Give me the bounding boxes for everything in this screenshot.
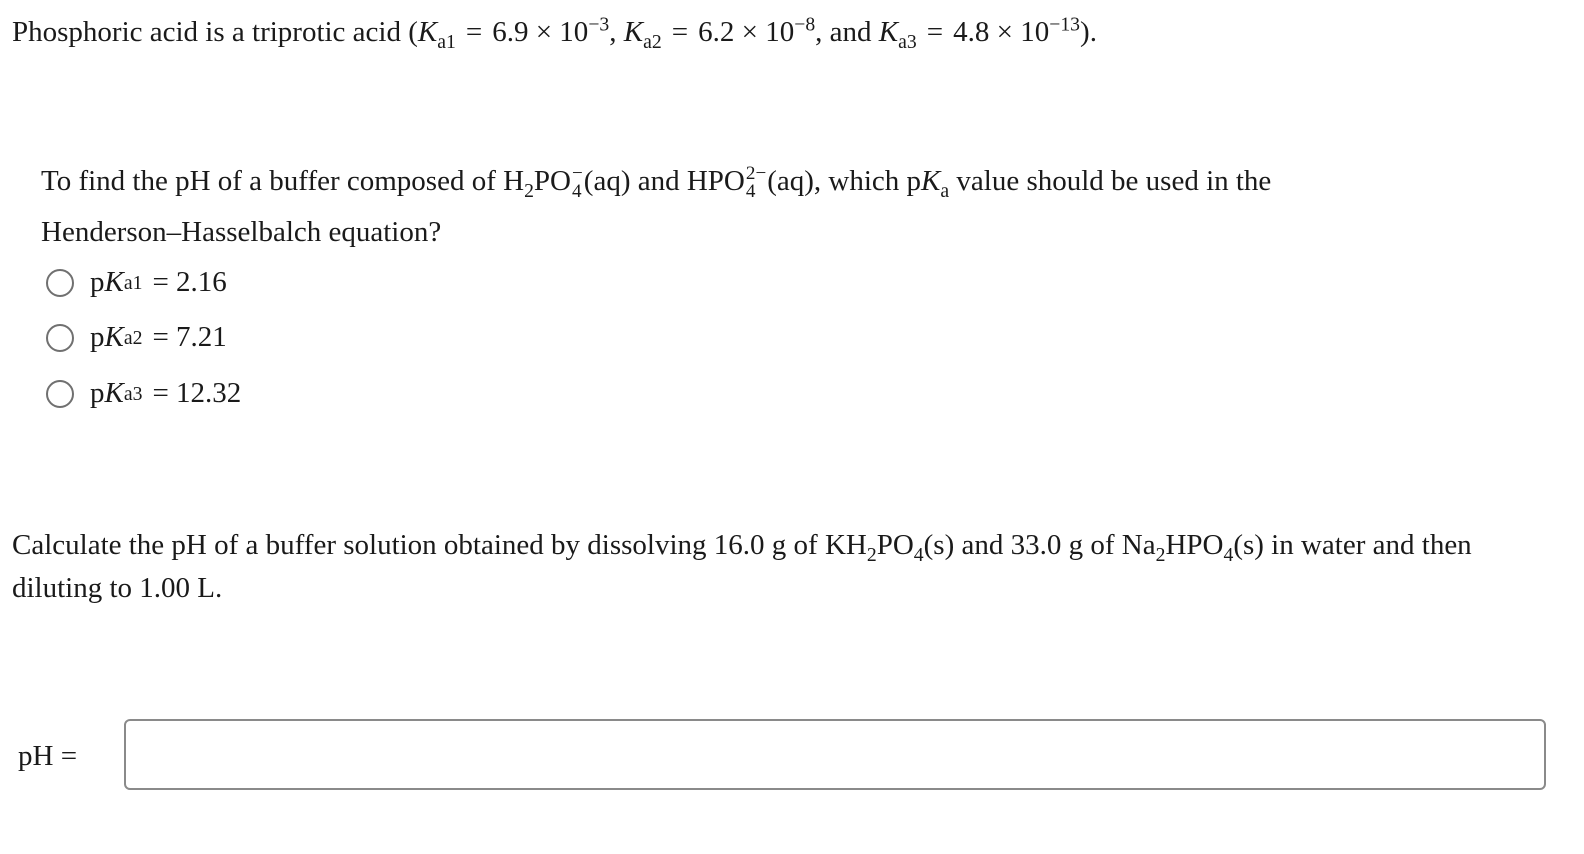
hpo4-charge: 2− <box>745 163 767 185</box>
na2hpo4-hpo: HPO <box>1165 529 1224 561</box>
kh2po4-po: PO <box>876 529 914 561</box>
ka1-symbol: K <box>417 16 438 48</box>
option-pka1-p: p <box>90 266 105 298</box>
h2po4-charge-index <box>572 165 583 201</box>
option-pka1[interactable]: p K a1 = 2.16 <box>46 266 227 299</box>
option-pka3-k: K <box>104 377 124 409</box>
intro-suffix: ). <box>1080 16 1097 48</box>
hpo4-subscript-4: 4 <box>745 181 756 203</box>
radio-button-pka1[interactable] <box>46 269 74 297</box>
option-pka1-k: K <box>104 266 124 298</box>
q2-unit-1: g <box>771 529 787 561</box>
option-pka3[interactable]: p K a3 = 12.32 <box>46 377 241 410</box>
q2-text-d: of Na <box>1083 529 1156 561</box>
q2-text-b: of KH <box>786 529 867 561</box>
question-2-text-line-2: diluting to 1.00 L. <box>12 572 223 604</box>
q2-unit-2: g <box>1068 529 1084 561</box>
na2hpo4-subscript-2: 2 <box>1155 543 1166 566</box>
pka-subscript: a <box>940 179 950 202</box>
ka1-value: 6.9 × 10 <box>492 16 589 48</box>
q2-text-c: (s) and 33.0 <box>923 529 1069 561</box>
hpo4-charge-index <box>746 165 766 201</box>
intro-text: Phosphoric acid is a triprotic acid ($K_{a1} = 6.9 \times 10^{-3}$, $K_{a2} = 6.2 \times 10^{-8}$, and $K_{a3} = 4.8 \times 10^{-13}$). <box>12 13 1097 53</box>
h2po4-subscript-4: 4 <box>572 181 582 203</box>
ka1-exponent: −3 <box>588 13 610 36</box>
ph-label: pH = <box>18 740 78 772</box>
ka2-exponent: −8 <box>794 13 816 36</box>
ka1-subscript: a1 <box>437 30 456 53</box>
question-1-text-line-2: Henderson–Hasselbalch equation? <box>41 216 442 248</box>
intro-separator-2: , and <box>815 16 879 48</box>
ka2-symbol: K <box>623 16 644 48</box>
kh2po4-subscript-4: 4 <box>913 543 924 566</box>
radio-button-pka3[interactable] <box>46 380 74 408</box>
option-pka1-value: = 2.16 <box>152 266 227 298</box>
q2-text-a: Calculate the pH of a buffer solution obtained by dissolving 16.0 <box>12 529 772 561</box>
question-2-text <box>12 529 1472 566</box>
intro-separator-1: , <box>609 16 624 48</box>
ka3-value: 4.8 × 10 <box>953 16 1050 48</box>
h2po4-po: PO <box>533 165 571 197</box>
ka3-subscript: a3 <box>898 30 917 53</box>
q2-text-e: (s) in water and then <box>1233 529 1472 561</box>
pka-symbol: K <box>921 165 941 197</box>
option-pka2-value: = 7.21 <box>152 321 227 353</box>
option-pka3-value: = 12.32 <box>152 377 242 409</box>
option-pka2-k: K <box>104 321 124 353</box>
ka3-exponent: −13 <box>1049 13 1081 36</box>
h2po4-charge: − <box>572 163 583 185</box>
option-pka2[interactable]: p K a2 = 7.21 <box>46 321 227 354</box>
radio-button-pka2[interactable] <box>46 324 74 352</box>
intro-prefix: Phosphoric acid is a triprotic acid ( <box>12 16 418 48</box>
question-1-text <box>41 165 1271 202</box>
ph-answer-input[interactable] <box>124 719 1546 790</box>
q1-text-c: (aq), which p <box>767 165 922 197</box>
ka2-value: 6.2 × 10 <box>698 16 795 48</box>
option-pka3-p: p <box>90 377 105 409</box>
q1-text-b: (aq) and HPO <box>583 165 745 197</box>
h2po4-subscript-2: 2 <box>524 179 534 202</box>
ka3-symbol: K <box>878 16 899 48</box>
na2hpo4-subscript-4: 4 <box>1223 543 1234 566</box>
q1-text-d: value should be used in the <box>949 165 1272 197</box>
kh2po4-subscript-2: 2 <box>866 543 877 566</box>
option-pka2-p: p <box>90 321 105 353</box>
q1-text-a: To find the pH of a buffer composed of H <box>41 165 525 197</box>
ka2-subscript: a2 <box>643 30 662 53</box>
